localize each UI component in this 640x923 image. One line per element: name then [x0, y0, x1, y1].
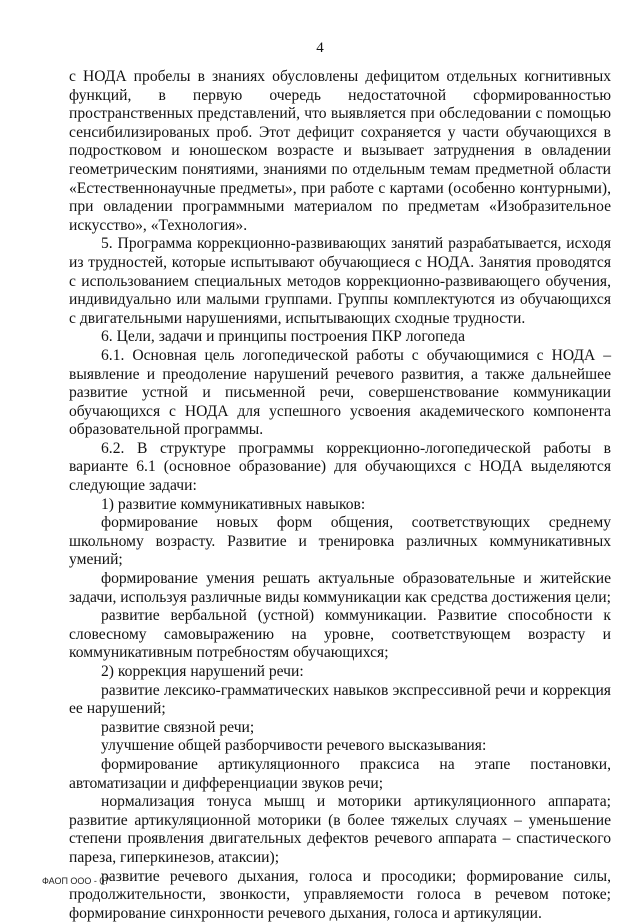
- list-heading: 2) коррекция нарушений речи:: [101, 663, 304, 680]
- paragraph: 6.1. Основная цель логопедической работы с обучающимися с НОДА – выявление и преодоление нарушений речевого развития, а также дальнейшее развитие устной и письменной речи, совершенствование коммуникации обучающихся с НОДА для успешного усвоения академического компонента образовательной программы.: [69, 346, 611, 439]
- list-item: формирование новых форм общения, соответствующих среднему школьному возрасту. Развитие и тренировка различных коммуникативных умений;: [69, 514, 611, 569]
- list-item: развитие лексико-грамматических навыков экспрессивной речи и коррекция ее нарушений;: [69, 681, 611, 718]
- list-item: формирование артикуляционного праксиса на этапе постановки, автоматизации и дифференциации звуков речи;: [69, 755, 611, 792]
- list-item: формирование умения решать актуальные образовательные и житейские задачи, используя различные виды коммуникации как средства достижения цели;: [69, 570, 611, 606]
- list-item: нормализация тонуса мышц и моторики артикуляционного аппарата; развитие артикуляционной моторики (в более тяжелых случаях – уменьшение степени проявления двигательных дефектов речевого аппарата – спастического пареза, гиперкинезов, атаксии);: [69, 793, 611, 866]
- section-heading: 6. Цели, задачи и принципы построения ПКР логопеда: [101, 328, 466, 346]
- paragraph: 5. Программа коррекционно-развивающих занятий разрабатывается, исходя из трудностей, которые испытывают обучающиеся с НОДА. Занятия проводятся с использованием специальных методов коррекционно-развивающего обучения, индивидуально или малыми группами. Группы комплектуются из обучающихся с двигательными нарушениями, испытывающих сходные трудности.: [69, 235, 611, 327]
- document-body: [69, 68, 611, 923]
- paragraph: с НОДА пробелы в знаниях обусловлены дефицитом отдельных когнитивных функций, в первую очередь недостаточной сформированностью пространственных представлений, что выявляется при обследовании с помощью сенсибилизированых проб. Этот дефицит сохраняется у части обучающихся в подростковом и юношеском возрасте и вызывает затруднения в овладении геометрическим понятиями, знаниями по отдельным темам предметной области «Естественнонаучные предметы», при работе с картами (особенно контурными), при овладении программными материалом по предметам «Изобразительное искусство», «Технология».: [69, 68, 611, 234]
- list-item: развитие речевого дыхания, голоса и просодики; формирование силы, продолжительности, звонкости, управляемости голоса в речевом потоке; формирование синхронности речевого дыхания, голоса и артикуляции.: [69, 867, 611, 922]
- list-item: улучшение общей разборчивости речевого высказывания:: [101, 737, 487, 755]
- page-number: 4: [316, 40, 324, 56]
- list-heading: 1) развитие коммуникативных навыков:: [101, 495, 366, 513]
- list-item: развитие вербальной (устной) коммуникации. Развитие способности к словесному самовыражению на уровне, соответствующем возрасту и коммуникативным потребностям обучающихся;: [69, 607, 611, 662]
- paragraph: 6.2. В структуре программы коррекционно-логопедической работы в варианте 6.1 (основное образование) для обучающихся с НОДА выделяются следующие задачи:: [69, 439, 611, 495]
- list-item: развитие связной речи;: [101, 718, 255, 736]
- footer-code: ФАОП ООО - 07: [42, 876, 110, 886]
